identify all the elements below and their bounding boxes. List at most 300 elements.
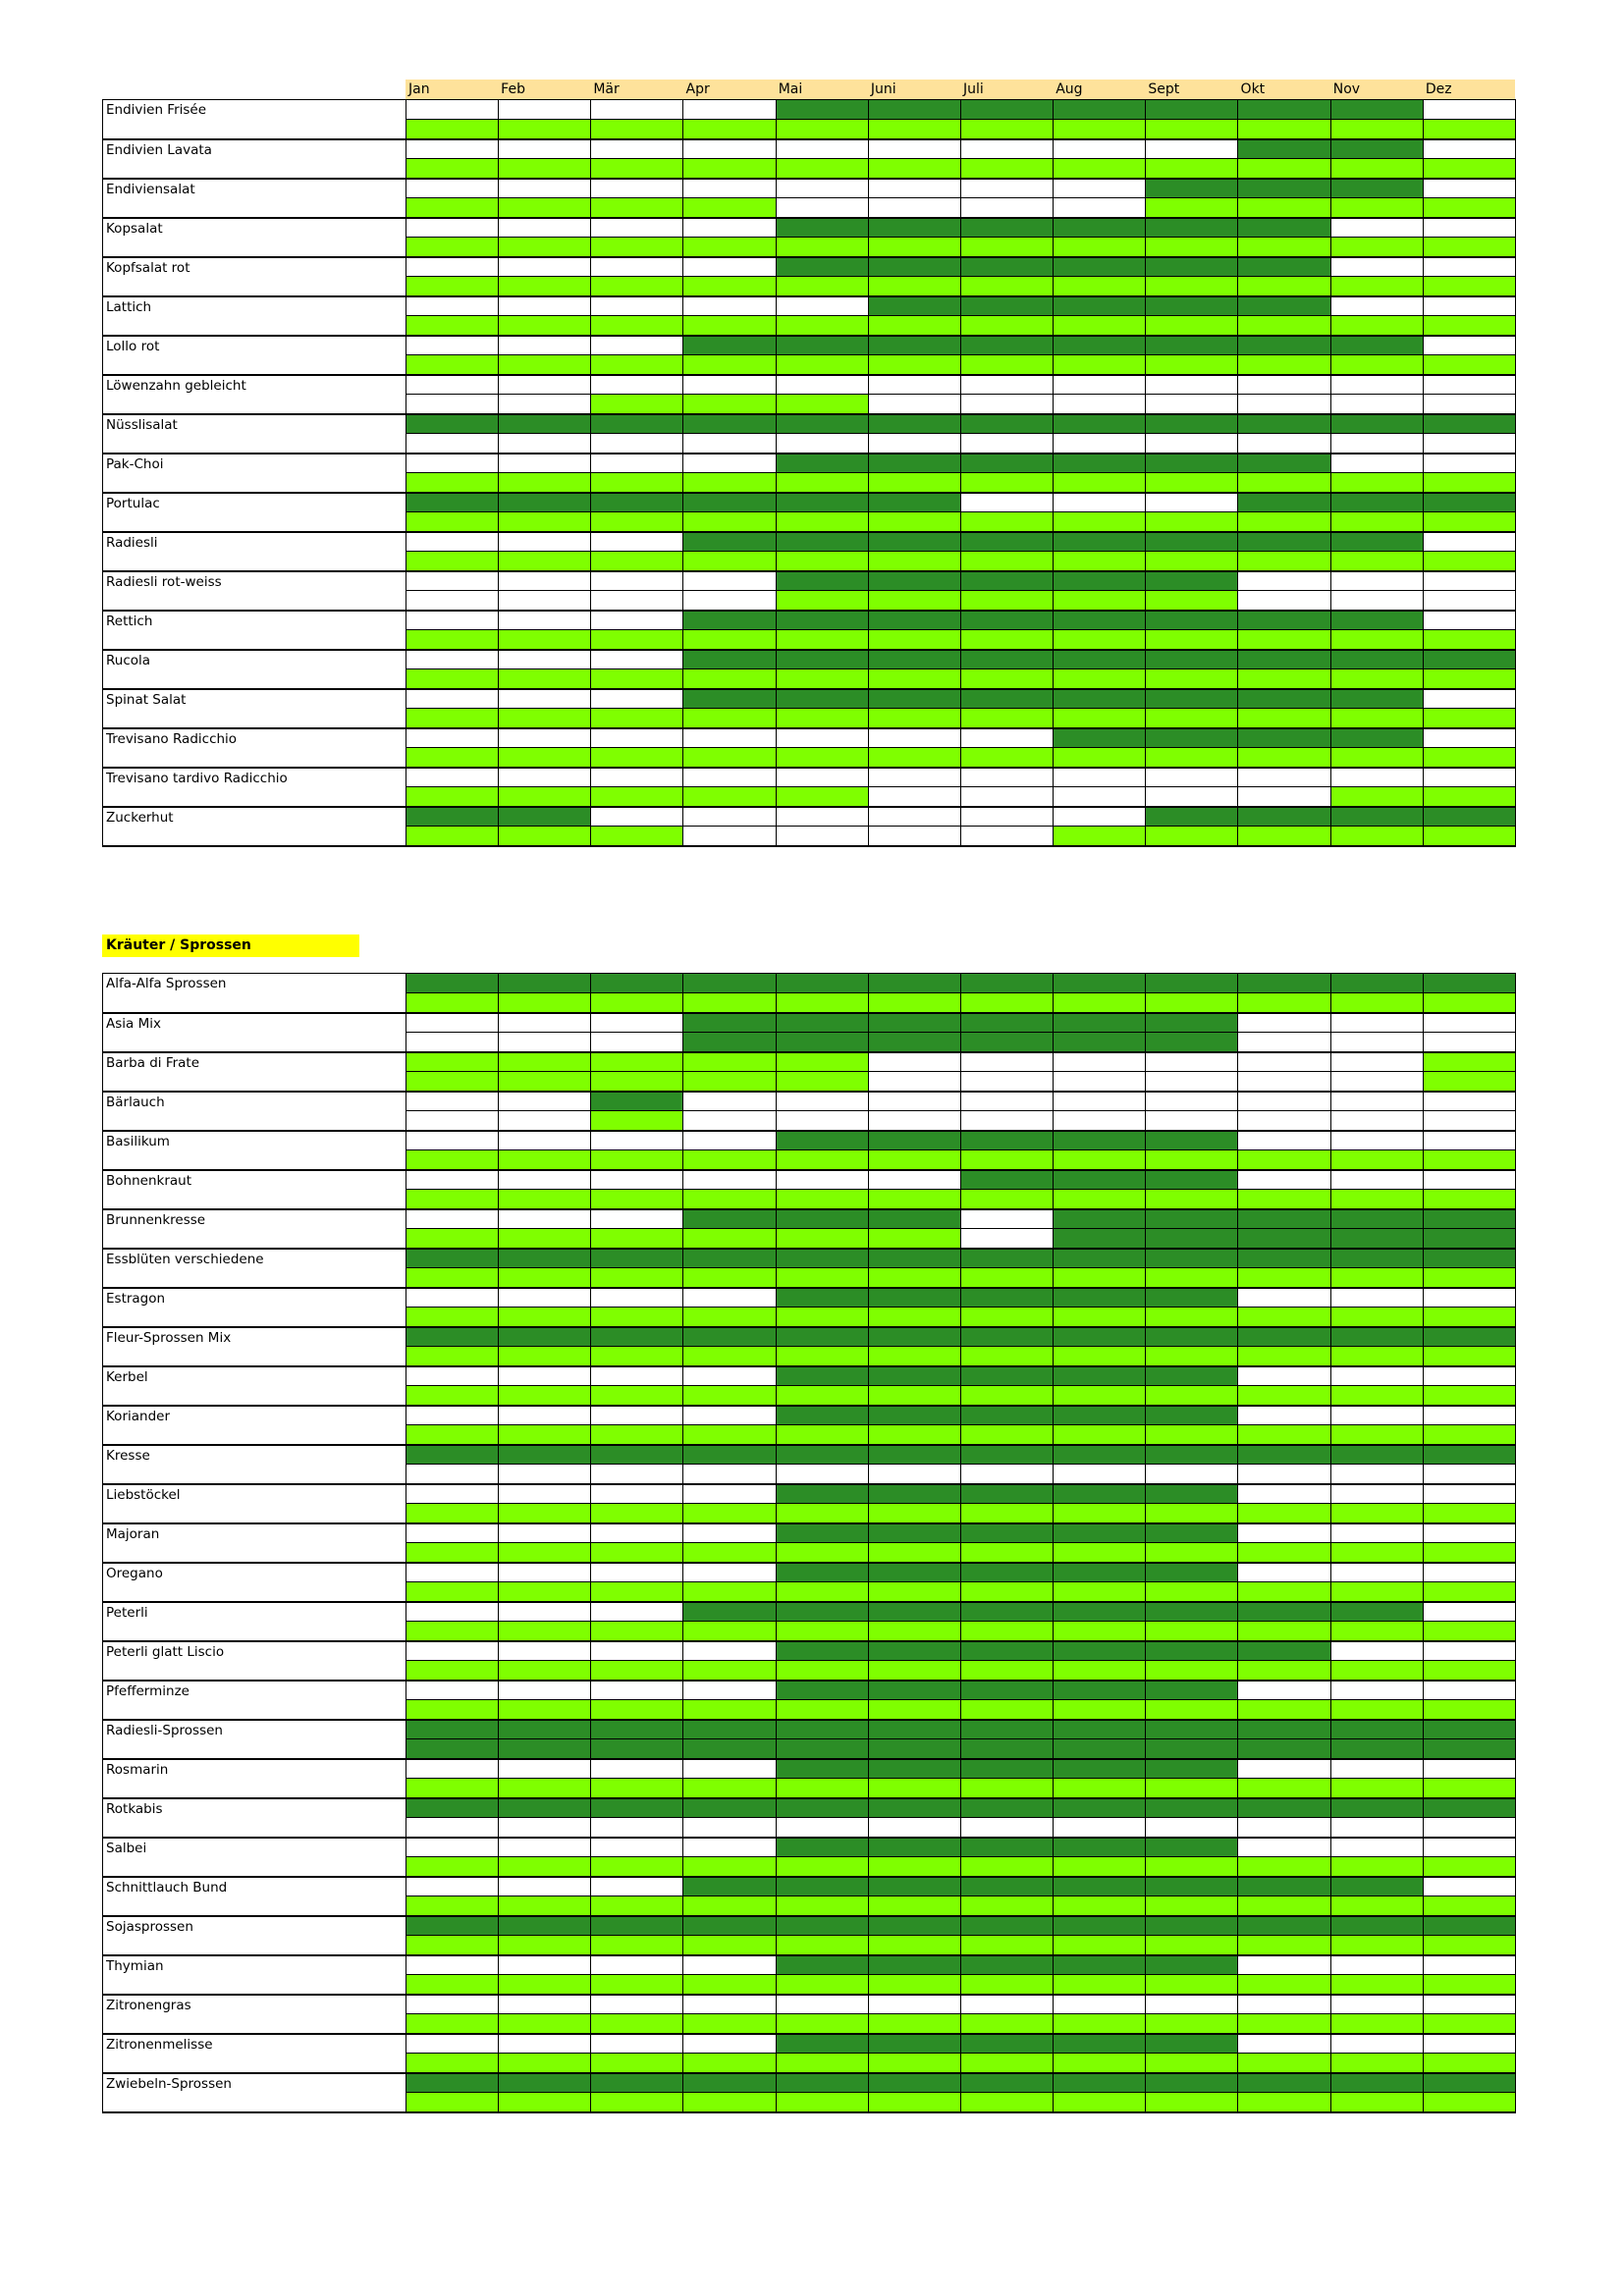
season-cell xyxy=(591,1818,683,1838)
season-cell xyxy=(1054,1563,1146,1582)
season-cell xyxy=(1330,1268,1423,1288)
season-cell xyxy=(960,1936,1053,1955)
season-cell xyxy=(1238,1955,1330,1975)
season-cell xyxy=(1238,630,1330,650)
season-cell xyxy=(1238,1543,1330,1563)
season-cell xyxy=(1423,296,1515,316)
season-cell xyxy=(406,1465,499,1484)
season-cell xyxy=(1238,728,1330,748)
season-cell xyxy=(1238,552,1330,571)
season-cell xyxy=(1423,768,1515,787)
season-cell xyxy=(499,1877,591,1896)
season-cell xyxy=(1423,1563,1515,1582)
season-cell xyxy=(406,2034,499,2054)
season-cell xyxy=(1330,1327,1423,1347)
season-cell xyxy=(960,993,1053,1013)
season-cell xyxy=(868,1150,960,1170)
season-cell xyxy=(1423,1268,1515,1288)
season-cell xyxy=(776,787,868,807)
item-name: Zuckerhut xyxy=(103,807,406,846)
season-cell xyxy=(1330,1896,1423,1916)
season-cell xyxy=(960,571,1053,591)
season-cell xyxy=(1054,2014,1146,2034)
item-name: Brunnenkresse xyxy=(103,1209,406,1249)
season-cell xyxy=(1054,728,1146,748)
season-cell xyxy=(1330,1602,1423,1622)
season-cell xyxy=(591,1445,683,1465)
season-cell xyxy=(868,2054,960,2073)
season-cell xyxy=(1238,1779,1330,1798)
season-cell xyxy=(683,512,776,532)
season-cell xyxy=(776,1229,868,1249)
season-cell xyxy=(1423,2014,1515,2034)
item-row xyxy=(103,611,1516,630)
season-cell xyxy=(683,454,776,473)
season-cell xyxy=(1330,611,1423,630)
season-cell xyxy=(1238,395,1330,414)
season-cell xyxy=(1330,179,1423,198)
season-cell xyxy=(406,1622,499,1641)
season-cell xyxy=(1238,375,1330,395)
season-cell xyxy=(1330,1857,1423,1877)
season-cell xyxy=(960,1720,1053,1739)
season-cell xyxy=(591,1936,683,1955)
season-cell xyxy=(776,748,868,768)
season-cell xyxy=(499,1386,591,1406)
season-cell xyxy=(499,1955,591,1975)
season-cell xyxy=(591,1406,683,1425)
item-row xyxy=(103,571,1516,591)
item-row xyxy=(103,1877,1516,1896)
season-cell xyxy=(591,316,683,336)
season-cell xyxy=(1054,1445,1146,1465)
season-cell xyxy=(406,1916,499,1936)
season-cell xyxy=(499,1072,591,1092)
season-cell xyxy=(591,179,683,198)
season-cell xyxy=(1423,1406,1515,1425)
season-cell xyxy=(591,669,683,689)
season-cell xyxy=(868,1975,960,1995)
season-cell xyxy=(1330,1445,1423,1465)
season-cell xyxy=(683,316,776,336)
season-cell xyxy=(591,768,683,787)
season-cell xyxy=(960,375,1053,395)
season-cell xyxy=(776,454,868,473)
season-cell xyxy=(591,1366,683,1386)
season-cell xyxy=(683,2073,776,2093)
season-cell xyxy=(591,571,683,591)
season-cell xyxy=(406,650,499,669)
season-cell xyxy=(868,591,960,611)
season-cell xyxy=(776,1975,868,1995)
season-cell xyxy=(960,1779,1053,1798)
season-cell xyxy=(1146,728,1238,748)
season-cell xyxy=(499,218,591,238)
season-cell xyxy=(868,1995,960,2014)
season-cell xyxy=(1423,1857,1515,1877)
season-cell xyxy=(776,1052,868,1072)
season-cell xyxy=(1146,238,1238,257)
season-cell xyxy=(1238,179,1330,198)
season-cell xyxy=(406,1347,499,1366)
season-cell xyxy=(776,218,868,238)
season-cell xyxy=(499,1661,591,1681)
season-cell xyxy=(1330,139,1423,159)
season-cell xyxy=(683,1425,776,1445)
season-cell xyxy=(776,1543,868,1563)
season-cell xyxy=(406,1052,499,1072)
season-cell xyxy=(868,1523,960,1543)
season-cell xyxy=(960,1523,1053,1543)
season-cell xyxy=(868,1720,960,1739)
season-cell xyxy=(406,316,499,336)
season-cell xyxy=(960,218,1053,238)
season-cell xyxy=(591,1052,683,1072)
season-cell xyxy=(499,100,591,120)
season-cell xyxy=(1146,1347,1238,1366)
season-cell xyxy=(1330,395,1423,414)
season-cell xyxy=(1054,1327,1146,1347)
season-cell xyxy=(499,238,591,257)
item-row xyxy=(103,1720,1516,1739)
season-cell xyxy=(1330,807,1423,827)
season-cell xyxy=(1146,2034,1238,2054)
item-row xyxy=(103,1092,1516,1111)
season-cell xyxy=(868,1739,960,1759)
season-cell xyxy=(591,630,683,650)
season-cell xyxy=(499,1739,591,1759)
season-cell xyxy=(1330,1190,1423,1209)
season-cell xyxy=(868,728,960,748)
season-cell xyxy=(1054,454,1146,473)
season-cell xyxy=(960,139,1053,159)
season-cell xyxy=(683,2093,776,2112)
season-cell xyxy=(1054,571,1146,591)
season-cell xyxy=(776,1366,868,1386)
season-cell xyxy=(1054,100,1146,120)
season-cell xyxy=(1146,139,1238,159)
season-cell xyxy=(683,1700,776,1720)
season-cell xyxy=(960,1465,1053,1484)
season-cell xyxy=(1423,1170,1515,1190)
season-cell xyxy=(960,257,1053,277)
season-cell xyxy=(683,1563,776,1582)
season-cell xyxy=(776,316,868,336)
season-cell xyxy=(406,630,499,650)
season-cell xyxy=(1238,493,1330,512)
season-cell xyxy=(1054,1131,1146,1150)
season-cell xyxy=(499,1818,591,1838)
season-cell xyxy=(591,532,683,552)
season-cell xyxy=(1054,650,1146,669)
item-name: Barba di Frate xyxy=(103,1052,406,1092)
season-cell xyxy=(499,1465,591,1484)
season-cell xyxy=(1423,454,1515,473)
season-cell xyxy=(1054,1190,1146,1209)
season-cell xyxy=(1054,1641,1146,1661)
season-cell xyxy=(960,1131,1053,1150)
item-name: Basilikum xyxy=(103,1131,406,1170)
season-cell xyxy=(591,1543,683,1563)
season-cell xyxy=(499,1504,591,1523)
season-cell xyxy=(591,1661,683,1681)
season-cell xyxy=(776,807,868,827)
season-cell xyxy=(776,1563,868,1582)
season-cell xyxy=(1238,277,1330,296)
season-cell xyxy=(868,1072,960,1092)
section-title-herbs: Kräuter / Sprossen xyxy=(102,934,359,957)
season-cell xyxy=(406,2054,499,2073)
season-cell xyxy=(776,1857,868,1877)
season-cell xyxy=(1330,1465,1423,1484)
season-cell xyxy=(776,198,868,218)
season-cell xyxy=(868,238,960,257)
season-cell xyxy=(499,748,591,768)
season-cell xyxy=(868,493,960,512)
season-cell xyxy=(591,1092,683,1111)
season-cell xyxy=(1423,709,1515,728)
season-cell xyxy=(1330,473,1423,493)
season-cell xyxy=(1423,395,1515,414)
season-cell xyxy=(499,993,591,1013)
season-cell xyxy=(1238,1484,1330,1504)
season-cell xyxy=(406,1288,499,1308)
season-cell xyxy=(776,120,868,139)
season-cell xyxy=(406,1445,499,1465)
item-row xyxy=(103,414,1516,434)
season-cell xyxy=(499,198,591,218)
season-cell xyxy=(1330,1072,1423,1092)
season-cell xyxy=(1054,630,1146,650)
season-cell xyxy=(499,1308,591,1327)
season-cell xyxy=(591,1779,683,1798)
season-cell xyxy=(868,1170,960,1190)
season-cell xyxy=(591,2014,683,2034)
item-row xyxy=(103,1916,1516,1936)
season-cell xyxy=(960,1661,1053,1681)
season-cell xyxy=(1423,1582,1515,1602)
season-cell xyxy=(499,1896,591,1916)
season-cell xyxy=(499,650,591,669)
season-cell xyxy=(1054,1896,1146,1916)
season-cell xyxy=(868,669,960,689)
season-cell xyxy=(499,1622,591,1641)
season-cell xyxy=(1054,1484,1146,1504)
season-cell xyxy=(1238,1916,1330,1936)
season-cell xyxy=(1423,493,1515,512)
season-cell xyxy=(1146,1308,1238,1327)
season-cell xyxy=(1054,1425,1146,1445)
season-cell xyxy=(591,591,683,611)
season-cell xyxy=(1146,1720,1238,1739)
season-cell xyxy=(1054,1170,1146,1190)
season-cell xyxy=(776,1995,868,2014)
season-cell xyxy=(776,1681,868,1700)
season-cell xyxy=(868,1936,960,1955)
season-cell xyxy=(591,1759,683,1779)
season-cell xyxy=(776,1268,868,1288)
season-cell xyxy=(683,336,776,355)
season-cell xyxy=(1330,1661,1423,1681)
season-cell xyxy=(406,493,499,512)
season-cell xyxy=(1238,1327,1330,1347)
season-cell xyxy=(406,395,499,414)
season-cell xyxy=(1330,1013,1423,1033)
season-cell xyxy=(1146,1877,1238,1896)
month-header-10: Nov xyxy=(1332,81,1361,97)
season-cell xyxy=(1330,827,1423,846)
season-cell xyxy=(1238,807,1330,827)
season-cell xyxy=(1423,1896,1515,1916)
season-cell xyxy=(683,1975,776,1995)
season-cell xyxy=(499,1582,591,1602)
season-cell xyxy=(1423,552,1515,571)
season-cell xyxy=(499,1523,591,1543)
season-cell xyxy=(499,1445,591,1465)
season-cell xyxy=(1423,827,1515,846)
item-name: Portulac xyxy=(103,493,406,532)
season-cell xyxy=(1146,434,1238,454)
season-cell xyxy=(1423,2073,1515,2093)
season-cell xyxy=(1238,1936,1330,1955)
season-cell xyxy=(683,473,776,493)
season-cell xyxy=(776,296,868,316)
season-cell xyxy=(1423,650,1515,669)
season-cell xyxy=(960,1268,1053,1288)
season-cell xyxy=(1238,473,1330,493)
season-cell xyxy=(1423,974,1515,993)
season-cell xyxy=(868,198,960,218)
season-cell xyxy=(1330,630,1423,650)
season-cell xyxy=(683,1681,776,1700)
season-cell xyxy=(960,1838,1053,1857)
season-cell xyxy=(1146,827,1238,846)
season-cell xyxy=(499,2034,591,2054)
season-cell xyxy=(591,1896,683,1916)
season-cell xyxy=(1238,1445,1330,1465)
item-name: Pfefferminze xyxy=(103,1681,406,1720)
item-name: Koriander xyxy=(103,1406,406,1445)
season-cell xyxy=(591,414,683,434)
season-cell xyxy=(1238,1092,1330,1111)
season-cell xyxy=(1054,591,1146,611)
season-cell xyxy=(1238,993,1330,1013)
season-cell xyxy=(1330,1150,1423,1170)
season-cell xyxy=(1238,1131,1330,1150)
season-cell xyxy=(960,100,1053,120)
season-cell xyxy=(1330,974,1423,993)
season-cell xyxy=(1054,198,1146,218)
season-cell xyxy=(499,709,591,728)
season-cell xyxy=(591,1013,683,1033)
season-cell xyxy=(1054,179,1146,198)
item-row xyxy=(103,336,1516,355)
season-cell xyxy=(1423,1209,1515,1229)
season-cell xyxy=(406,454,499,473)
season-cell xyxy=(1423,728,1515,748)
season-cell xyxy=(1146,1739,1238,1759)
season-cell xyxy=(1054,993,1146,1013)
season-cell xyxy=(1054,974,1146,993)
season-cell xyxy=(1238,1150,1330,1170)
item-name: Lattich xyxy=(103,296,406,336)
season-cell xyxy=(591,827,683,846)
season-cell xyxy=(406,807,499,827)
item-name: Rettich xyxy=(103,611,406,650)
season-cell xyxy=(406,1268,499,1288)
season-cell xyxy=(406,1818,499,1838)
item-name: Liebstöckel xyxy=(103,1484,406,1523)
season-cell xyxy=(591,1170,683,1190)
season-cell xyxy=(499,179,591,198)
season-cell xyxy=(591,1995,683,2014)
season-cell xyxy=(1330,1582,1423,1602)
season-cell xyxy=(591,1523,683,1543)
season-cell xyxy=(1330,1700,1423,1720)
season-cell xyxy=(868,454,960,473)
season-cell xyxy=(960,238,1053,257)
season-cell xyxy=(1423,198,1515,218)
season-cell xyxy=(868,1131,960,1150)
season-cell xyxy=(776,1131,868,1150)
season-cell xyxy=(1423,1445,1515,1465)
season-cell xyxy=(591,296,683,316)
season-cell xyxy=(868,1504,960,1523)
season-cell xyxy=(591,1209,683,1229)
season-cell xyxy=(406,1209,499,1229)
season-cell xyxy=(960,1092,1053,1111)
season-cell xyxy=(406,768,499,787)
season-cell xyxy=(683,1052,776,1072)
season-cell xyxy=(591,493,683,512)
season-cell xyxy=(1146,355,1238,375)
season-cell xyxy=(591,2073,683,2093)
season-cell xyxy=(1423,1602,1515,1622)
season-cell xyxy=(1238,787,1330,807)
season-cell xyxy=(1146,1975,1238,1995)
season-cell xyxy=(1330,434,1423,454)
season-cell xyxy=(406,1072,499,1092)
season-cell xyxy=(406,1366,499,1386)
season-cell xyxy=(591,1739,683,1759)
season-cell xyxy=(960,709,1053,728)
season-cell xyxy=(960,1347,1053,1366)
season-cell xyxy=(960,1229,1053,1249)
month-header-6: Juli xyxy=(963,81,984,97)
season-cell xyxy=(591,1288,683,1308)
season-cell xyxy=(776,591,868,611)
season-cell xyxy=(960,1170,1053,1190)
season-cell xyxy=(1146,1857,1238,1877)
season-cell xyxy=(868,1013,960,1033)
season-cell xyxy=(683,689,776,709)
season-cell xyxy=(1146,296,1238,316)
season-cell xyxy=(776,1641,868,1661)
season-cell xyxy=(1423,257,1515,277)
season-cell xyxy=(868,993,960,1013)
season-cell xyxy=(499,1366,591,1386)
season-cell xyxy=(1054,807,1146,827)
season-cell xyxy=(1054,1739,1146,1759)
season-cell xyxy=(591,375,683,395)
season-cell xyxy=(683,709,776,728)
season-cell xyxy=(1423,689,1515,709)
season-cell xyxy=(683,414,776,434)
season-cell xyxy=(1330,1052,1423,1072)
season-cell xyxy=(499,1033,591,1052)
season-cell xyxy=(960,1975,1053,1995)
month-header-8: Sept xyxy=(1148,81,1180,97)
